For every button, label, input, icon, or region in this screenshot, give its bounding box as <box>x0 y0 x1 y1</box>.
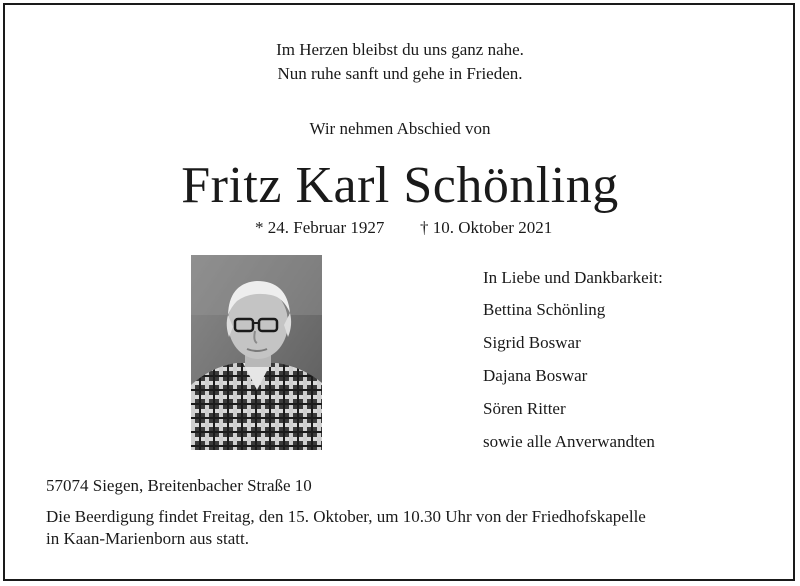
mourner-name: Sigrid Boswar <box>483 333 581 352</box>
verse-line-1: Im Herzen bleibst du uns ganz nahe. <box>276 40 524 59</box>
mourner-name: Dajana Boswar <box>483 366 588 385</box>
birth-date: * 24. Februar 1927 <box>255 218 385 237</box>
address-line: 57074 Siegen, Breitenbacher Straße 10 <box>46 476 312 495</box>
intro-text: Wir nehmen Abschied von <box>309 119 491 138</box>
mourners-heading: In Liebe und Dankbarkeit: <box>483 268 663 287</box>
portrait-photo-icon <box>191 255 322 450</box>
deceased-name: Fritz Karl Schönling <box>181 157 619 214</box>
portrait-photo <box>191 255 322 450</box>
verse-line-2: Nun ruhe sanft und gehe in Frieden. <box>277 64 523 83</box>
mourner-name: Bettina Schönling <box>483 300 606 319</box>
funeral-info-line-2: in Kaan-Marienborn aus statt. <box>46 529 249 548</box>
death-date: † 10. Oktober 2021 <box>420 218 553 237</box>
mourner-name: Sören Ritter <box>483 399 566 418</box>
funeral-info-line-1: Die Beerdigung findet Freitag, den 15. Oktober, um 10.30 Uhr von der Friedhofskapelle <box>46 507 646 526</box>
mourner-relatives: sowie alle Anverwandten <box>483 432 655 451</box>
